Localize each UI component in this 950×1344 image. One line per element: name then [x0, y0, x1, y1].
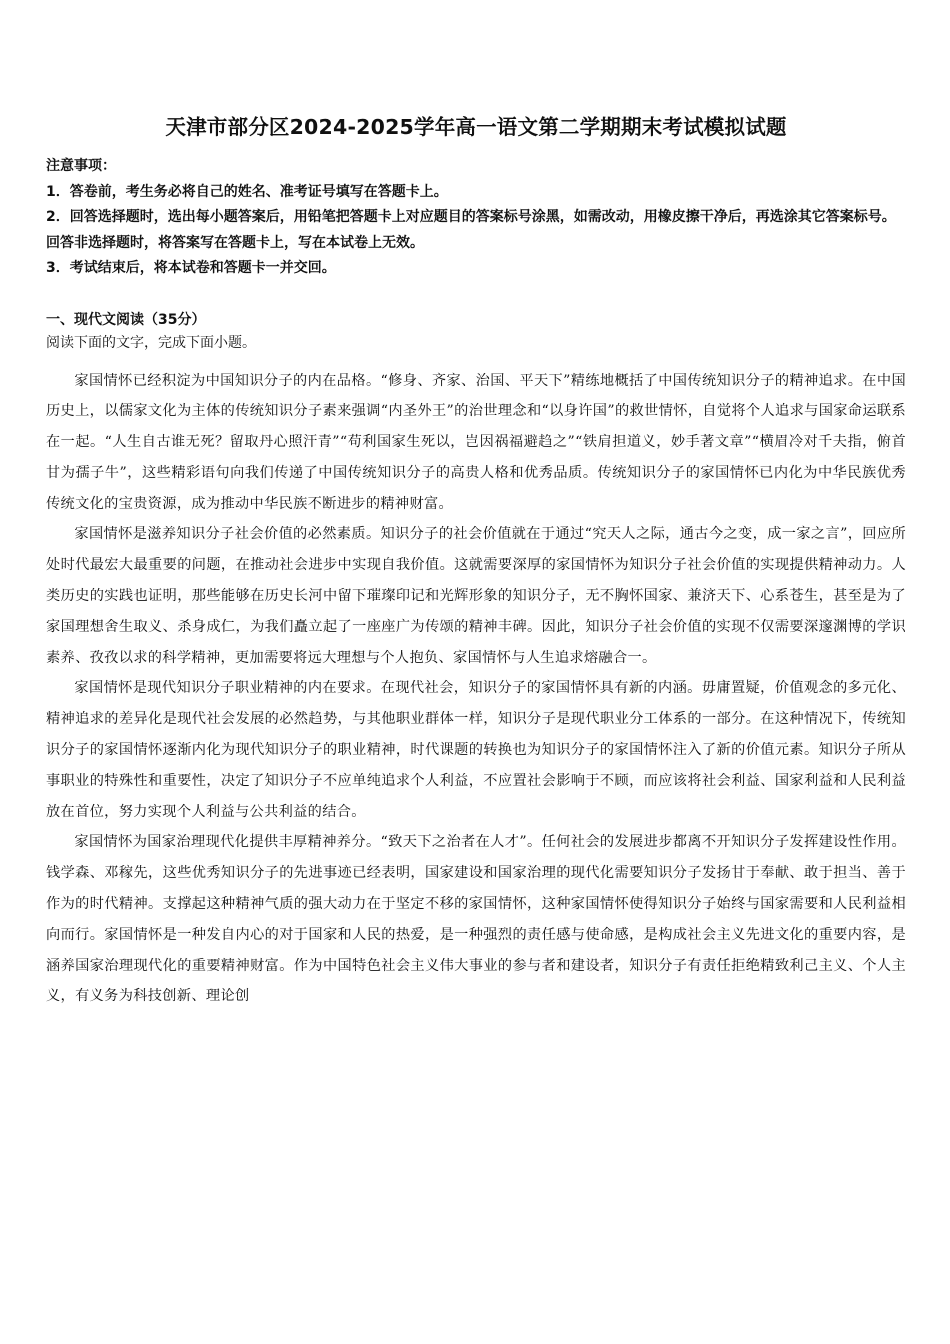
page-title: 天津市部分区2024-2025学年高一语文第二学期期末考试模拟试题 [165, 115, 787, 139]
reading-paragraph: 家国情怀为国家治理现代化提供丰厚精神养分。“致天下之治者在人才”。任何社会的发展进步都离不开知识分子发挥建设性作用。钱学森、邓稼先，这些优秀知识分子的先进事迹已经表明，国家建设和国家治理的现代化需要知识分子发扬甘于奉献、敢于担当、善于作为的时代精神。支撑起这种精神气质的强大动力在于坚定不移的家国情怀，这种家国情怀使得知识分子始终与国家需要和人民利益相向而行。家国情怀是一种发自内心的对于国家和人民的热爱，是一种强烈的责任感与使命感，是构成社会主义先进文化的重要内容，是涵养国家治理现代化的重要精神财富。作为中国特色社会主义伟大事业的参与者和建设者，知识分子有责任拒绝精致利己主义、个人主义，有义务为科技创新、理论创 [46, 834, 906, 1005]
reading-paragraph: 家国情怀是滋养知识分子社会价值的必然素质。知识分子的社会价值就在于通过“究天人之际，通古今之变，成一家之言”，回应所处时代最宏大最重要的问题，在推动社会进步中实现自我价值。这就需要深厚的家国情怀为知识分子社会价值的实现提供精神动力。人类历史的实践也证明，那些能够在历史长河中留下璀璨印记和光辉形象的知识分子，无不胸怀国家、兼济天下、心系苍生，甚至是为了家国理想舍生取义、杀身成仁，为我们矗立起了一座座广为传颂的精神丰碑。因此，知识分子社会价值的实现不仅需要深邃渊博的学识素养、孜孜以求的科学精神，更加需要将远大理想与个人抱负、家国情怀与人生追求熔融合一。 [46, 526, 906, 666]
notice-item: 3．考试结束后，将本试卷和答题卡一并交回。 [46, 260, 336, 276]
reading-paragraph: 家国情怀已经积淀为中国知识分子的内在品格。“修身、齐家、治国、平天下”精练地概括了中国传统知识分子的精神追求。在中国历史上，以儒家文化为主体的传统知识分子素来强调“内圣外王”的治世理念和“以身许国”的救世情怀，自觉将个人追求与国家命运联系在一起。“人生自古谁无死？留取丹心照汗青”“苟利国家生死以，岂因祸福避趋之”“铁肩担道义，妙手著文章”“横眉冷对千夫指，俯首甘为孺子牛”，这些精彩语句向我们传递了中国传统知识分子的高贵人格和优秀品质。传统知识分子的家国情怀已内化为中华民族优秀传统文化的宝贵资源，成为推动中华民族不断进步的精神财富。 [46, 372, 906, 512]
section-heading: 一、现代文阅读（35分） [46, 311, 206, 328]
reading-paragraph: 家国情怀是现代知识分子职业精神的内在要求。在现代社会，知识分子的家国情怀具有新的内涵。毋庸置疑，价值观念的多元化、精神追求的差异化是现代社会发展的必然趋势，与其他职业群体一样，知识分子是现代职业分工体系的一部分。在这种情况下，传统知识分子的家国情怀逐渐内化为现代知识分子的职业精神，时代课题的转换也为知识分子的家国情怀注入了新的价值元素。知识分子所从事职业的特殊性和重要性，决定了知识分子不应单纯追求个人利益，不应置社会影响于不顾，而应该将社会利益、国家利益和人民利益放在首位，努力实现个人利益与公共利益的结合。 [46, 680, 906, 820]
notice-heading: 注意事项： [46, 158, 116, 174]
notice-item: 2．回答选择题时，选出每小题答案后，用铅笔把答题卡上对应题目的答案标号涂黑，如需改动，用橡皮擦干净后，再选涂其它答案标号。回答非选择题时，将答案写在答题卡上，写在本试卷上无效。 [46, 209, 896, 251]
section-instruction: 阅读下面的文字，完成下面小题。 [46, 334, 256, 351]
exam-page [46, 112, 906, 1012]
notice-item: 1．答卷前，考生务必将自己的姓名、准考证号填写在答题卡上。 [46, 183, 448, 200]
notice-block [46, 154, 906, 282]
